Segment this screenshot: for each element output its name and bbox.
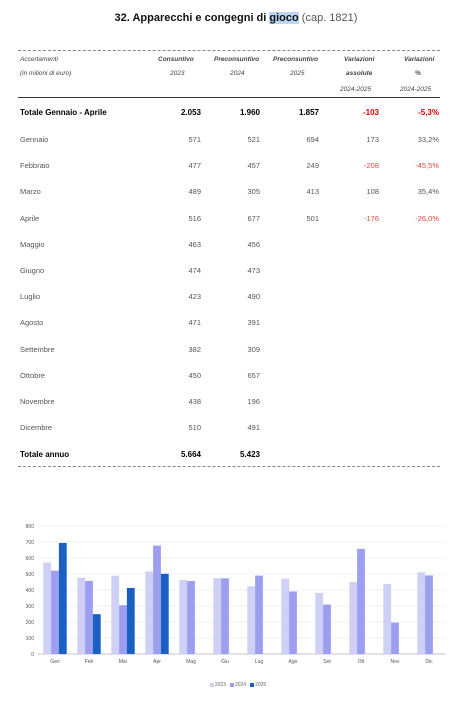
cell-v2025: 501	[306, 213, 319, 223]
x-tick-label: Lug	[254, 659, 264, 665]
cell-2023: 2.053	[180, 108, 201, 117]
total-period-row	[0, 108, 472, 120]
cell-v2024: 309	[247, 344, 260, 354]
cell-label: Agosto	[20, 318, 44, 328]
header-label-1: Accertamenti	[20, 56, 58, 63]
cell-label: Marzo	[20, 187, 41, 197]
cell-abs: 173	[366, 135, 379, 144]
cell-v2024: 391	[247, 318, 260, 328]
bar-2024	[221, 578, 229, 654]
bar-chart	[14, 518, 454, 666]
cell-v2024: 305	[247, 187, 260, 197]
table-row	[0, 240, 472, 252]
header-col2-sub: 2024	[230, 70, 245, 77]
header-col5-top: Variazioni	[404, 56, 435, 63]
bar-2023	[77, 578, 85, 654]
bar-2023	[349, 582, 357, 654]
y-tick-label: 600	[25, 556, 34, 562]
cell-label: Febbraio	[20, 161, 50, 171]
table-row	[0, 371, 472, 383]
bar-2023	[43, 563, 51, 654]
header-col4-sub: 2024-2025	[340, 86, 372, 93]
cell-v2024: 196	[247, 397, 260, 406]
cell-v2023: 382	[188, 344, 201, 354]
header-col4-mid: assolute	[346, 70, 373, 77]
cell-v2025: 413	[306, 187, 319, 197]
header-col1-sub: 2023	[170, 70, 185, 77]
cell-label: Totale Gennaio - Aprile	[20, 108, 107, 117]
cell-v2024: 490	[247, 292, 260, 302]
cell-label: Novembre	[20, 397, 55, 406]
cell-v2024: 491	[247, 423, 260, 433]
table-row	[0, 266, 472, 278]
cell-pct: -45,5%	[415, 161, 439, 171]
bar-2024	[357, 549, 365, 654]
cell-label: Settembre	[20, 344, 55, 354]
x-tick-label: Giu	[221, 659, 229, 665]
y-tick-label: 800	[25, 524, 34, 530]
bar-2025	[127, 588, 135, 654]
cell-v2023: 438	[188, 397, 201, 406]
bar-2023	[213, 578, 221, 654]
cell-2025: 1.857	[298, 108, 319, 117]
cell-v2025: 694	[306, 135, 319, 144]
cell-pct: 33,2%	[417, 135, 439, 144]
cell-2024: 1.960	[239, 108, 260, 117]
cell-label: Maggio	[20, 239, 45, 249]
table-row	[0, 161, 472, 173]
bar-2024	[255, 576, 263, 654]
bar-2023	[179, 580, 187, 654]
cell-pct: 35,4%	[417, 187, 439, 197]
legend-label: 2024	[234, 682, 247, 688]
header-col3-sub: 2025	[290, 70, 305, 77]
title-highlight: gioco	[269, 12, 299, 24]
bar-2024	[323, 605, 331, 654]
y-tick-label: 0	[31, 652, 34, 658]
header-label-2: (in milioni di euro)	[20, 70, 72, 77]
bar-2025	[93, 614, 101, 654]
x-tick-label: Gen	[50, 659, 60, 665]
cell-abs: 108	[366, 187, 379, 197]
chart-legend	[0, 682, 472, 688]
y-tick-label: 100	[25, 636, 34, 642]
header-col1-top: Consuntivo	[158, 56, 194, 63]
title-cap: (cap. 1821)	[301, 12, 358, 24]
cell-v2023: 463	[188, 239, 201, 249]
cell-v2023: 474	[188, 266, 201, 275]
table-row	[0, 423, 472, 435]
x-tick-label: Ago	[288, 659, 298, 665]
cell-label: Gennaio	[20, 135, 49, 144]
table-bottom-rule	[18, 466, 440, 467]
legend-label: 2023	[214, 682, 226, 688]
bar-2023	[315, 593, 323, 654]
cell-pct: -26,0%	[415, 213, 439, 223]
cell-abs: -208	[363, 161, 379, 171]
y-tick-label: 500	[25, 572, 34, 578]
cell-label: Totale annuo	[20, 450, 70, 459]
bar-2025	[161, 574, 169, 654]
cell-v2023: 471	[188, 318, 201, 328]
bar-2023	[247, 586, 255, 654]
cell-label: Dicembre	[20, 423, 53, 433]
bar-2024	[187, 581, 195, 654]
cell-2024: 5.423	[239, 450, 260, 459]
bar-2025	[59, 543, 67, 654]
cell-abs: -103	[362, 108, 379, 117]
x-tick-label: Feb	[84, 659, 94, 665]
cell-v2024: 456	[247, 239, 260, 249]
header-col5-sub: 2024-2025	[400, 86, 432, 93]
table-row	[0, 135, 472, 147]
cell-label: Ottobre	[20, 370, 46, 380]
cell-label: Luglio	[20, 292, 41, 302]
table-row	[0, 292, 472, 304]
cell-v2023: 571	[188, 135, 201, 144]
cell-v2024: 677	[247, 213, 260, 223]
legend-swatch	[230, 683, 234, 687]
y-tick-label: 300	[25, 604, 34, 610]
cell-v2024: 521	[247, 135, 260, 144]
header-bottom-rule	[18, 97, 440, 98]
bar-2024	[85, 581, 93, 654]
header-col2-top: Preconsuntivo	[214, 56, 260, 63]
x-tick-label: Mag	[186, 659, 196, 665]
bar-2024	[153, 546, 161, 654]
x-tick-label: Set	[323, 659, 331, 665]
y-tick-label: 200	[25, 620, 34, 626]
cell-v2023: 489	[188, 187, 201, 197]
cell-v2023: 450	[188, 370, 201, 380]
bar-2024	[391, 623, 399, 654]
bar-2024	[425, 575, 433, 654]
header-top-rule	[18, 50, 440, 51]
cell-v2023: 516	[188, 213, 201, 223]
cell-v2023: 477	[188, 161, 201, 171]
bar-2023	[417, 572, 425, 654]
page-title: 32. Apparecchi e congegni di gioco (cap. 1821)	[114, 12, 358, 24]
table-row	[0, 187, 472, 199]
cell-abs: -176	[363, 213, 379, 223]
x-tick-label: Mar	[118, 659, 128, 665]
cell-v2025: 249	[306, 161, 319, 171]
cell-v2024: 457	[247, 161, 260, 171]
x-tick-label: Dic	[425, 659, 433, 665]
cell-v2023: 510	[188, 423, 201, 433]
cell-label: Aprile	[20, 213, 40, 223]
cell-v2023: 423	[188, 292, 201, 302]
header-col4-top: Variazioni	[344, 56, 375, 63]
table-row	[0, 214, 472, 226]
cell-pct: -5,3%	[418, 108, 439, 117]
cell-label: Giugno	[20, 266, 45, 275]
cell-v2024: 657	[247, 370, 260, 380]
x-tick-label: Nov	[390, 659, 400, 665]
bar-2024	[51, 571, 59, 654]
y-tick-label: 400	[25, 588, 34, 594]
cell-v2024: 473	[247, 266, 260, 275]
cell-2023: 5.664	[180, 450, 201, 459]
table-row	[0, 345, 472, 357]
table-row	[0, 397, 472, 409]
bar-2024	[289, 591, 297, 654]
total-year-row	[0, 450, 472, 462]
header-col5-mid: %	[415, 70, 421, 77]
legend-swatch	[250, 683, 254, 687]
bar-2023	[111, 576, 119, 654]
bar-2023	[145, 571, 153, 654]
x-tick-label: Apr	[153, 659, 161, 665]
header-col3-top: Preconsuntivo	[273, 56, 319, 63]
y-tick-label: 700	[25, 540, 34, 546]
table-row	[0, 318, 472, 330]
bar-2024	[119, 605, 127, 654]
legend-label: 2025	[255, 682, 267, 688]
bar-2023	[281, 579, 289, 654]
bar-2023	[383, 584, 391, 654]
legend-swatch	[210, 683, 214, 687]
x-tick-label: Ott	[357, 659, 365, 665]
